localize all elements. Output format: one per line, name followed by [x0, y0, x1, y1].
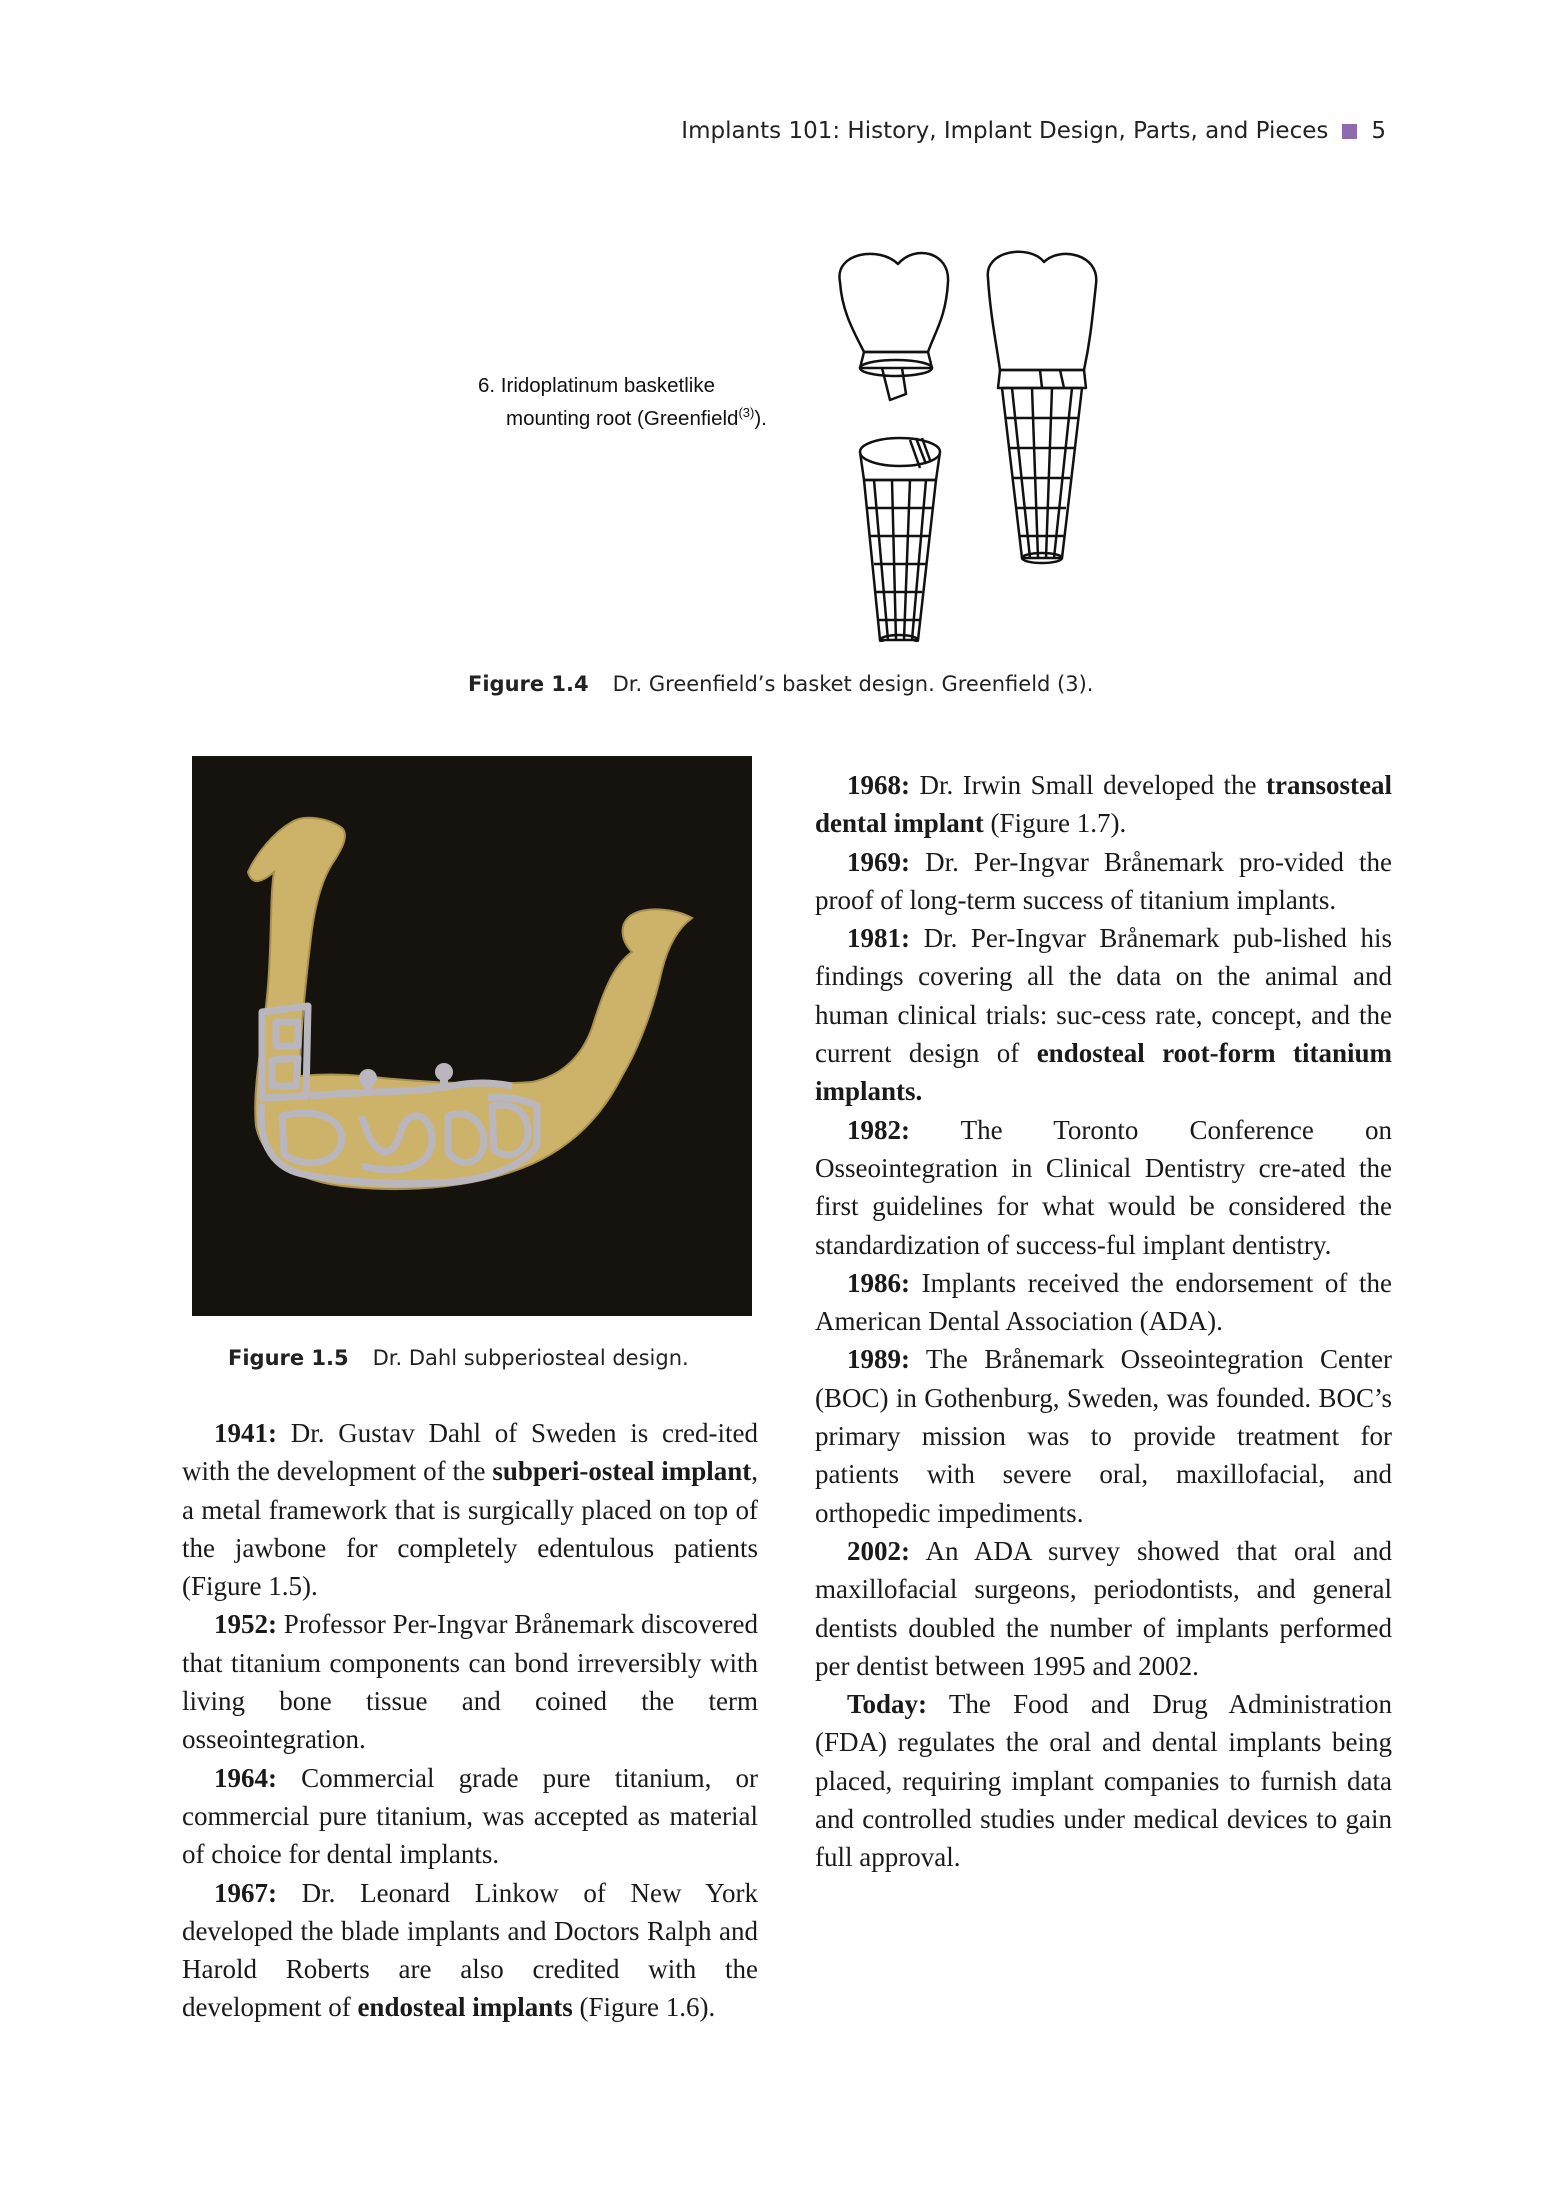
- left-column: [182, 1414, 758, 2027]
- paragraph-1989: [815, 1340, 1392, 1531]
- paragraph-text: (Figure 1.7).: [983, 808, 1127, 839]
- label-text: mounting root (Greenfield: [506, 406, 739, 430]
- figure-label-line-1: 6. Iridoplatinum basketlike: [478, 374, 716, 397]
- year-label: 1968:: [847, 770, 910, 800]
- year-label: 1989:: [847, 1344, 910, 1375]
- crown-right: [988, 252, 1097, 370]
- year-label: 1969:: [847, 846, 910, 877]
- paragraph-1941: [182, 1414, 758, 1605]
- paragraph-text: Dr. Irwin Small developed the: [910, 770, 1267, 800]
- label-end: ).: [754, 406, 767, 430]
- year-label: 1967:: [214, 1877, 277, 1908]
- figure-number: Figure 1.4: [468, 672, 589, 696]
- year-label: Today:: [847, 1689, 928, 1720]
- right-column: [815, 766, 1392, 1877]
- basket-left: [864, 480, 936, 640]
- year-label: 1952:: [214, 1609, 277, 1640]
- basket-implant-illustration: [820, 242, 1120, 642]
- caption-text: Dr. Greenfield’s basket design. Greenfield (3).: [612, 672, 1094, 696]
- paragraph-text: Dr. Per-Ingvar Brånemark pro-vided the proof of long-term success of titanium implants.: [815, 846, 1392, 915]
- paragraph-1964: [182, 1759, 758, 1874]
- square-bullet-icon: [1342, 124, 1357, 139]
- figure-1-4-caption: [468, 672, 1093, 696]
- paragraph-text: Dr. Per-Ingvar Brånemark pub-lished his findings covering all the data on the animal and human clinical trials: suc-cess rate, concept, and the current design of: [815, 923, 1392, 1069]
- running-head: [681, 118, 1386, 144]
- figure-1-4-label: [478, 372, 767, 432]
- paragraph-2002: [815, 1532, 1392, 1685]
- bold-term: transosteal dental implant: [815, 770, 1392, 839]
- label-superscript: (3): [738, 405, 755, 420]
- page-number: 5: [1371, 118, 1386, 144]
- paragraph-text: (Figure 1.6).: [572, 1992, 716, 2023]
- paragraph-1968: [815, 766, 1392, 843]
- paragraph-1967: [182, 1874, 758, 2027]
- paragraph-1982: [815, 1111, 1392, 1264]
- paragraph-text: The Toronto Conference on Osseointegration in Clinical Dentistry cre-ated the first guidelines for what would be considered the standardization of success-ful implant dentistry.: [815, 1114, 1392, 1260]
- paragraph-1986: [815, 1264, 1392, 1341]
- paragraph-text: , a metal framework that is surgically placed on top of the jawbone for completely edentulous patients (Figure 1.5).: [182, 1456, 758, 1602]
- crown-left: [839, 253, 948, 352]
- subperiosteal-implant-illustration: [192, 756, 752, 1316]
- bold-term: endosteal root-form titanium implants.: [815, 1038, 1392, 1107]
- paragraph-text: Dr. Gustav Dahl of Sweden is cred-ited with the development of the: [182, 1418, 758, 1487]
- bold-term: endosteal implants: [357, 1992, 573, 2023]
- paragraph-text: An ADA survey showed that oral and maxillofacial surgeons, periodontists, and general dentists doubled the number of implants performed per dentist between 1995 and 2002.: [815, 1535, 1392, 1681]
- paragraph-text: The Food and Drug Administration (FDA) regulates the oral and dental implants being placed, requiring implant companies to furnish data and controlled studies under medical devices to gain full approval.: [815, 1689, 1392, 1873]
- figure-1-5-caption: [228, 1346, 689, 1370]
- paragraph-today: [815, 1685, 1392, 1876]
- paragraph-1969: [815, 843, 1392, 920]
- year-label: 1981:: [847, 923, 910, 954]
- year-label: 1982:: [847, 1114, 910, 1145]
- running-title: Implants 101: History, Implant Design, Parts, and Pieces: [681, 118, 1329, 144]
- caption-text: Dr. Dahl subperiosteal design.: [372, 1346, 689, 1370]
- year-label: 1986:: [847, 1267, 910, 1298]
- figure-number: Figure 1.5: [228, 1346, 349, 1370]
- year-label: 1941:: [214, 1418, 277, 1448]
- year-label: 1964:: [214, 1762, 277, 1793]
- paragraph-1981: [815, 919, 1392, 1110]
- paragraph-text: Commercial grade pure titanium, or commercial pure titanium, was accepted as material of choice for dental implants.: [182, 1762, 758, 1870]
- paragraph-1952: [182, 1605, 758, 1758]
- paragraph-text: Dr. Leonard Linkow of New York developed the blade implants and Doctors Ralph and Harold Roberts are also credited with the development of: [182, 1877, 758, 2023]
- bold-term: subperi-osteal implant: [492, 1456, 752, 1487]
- year-label: 2002:: [847, 1535, 910, 1566]
- paragraph-text: The Brånemark Osseointegration Center (BOC) in Gothenburg, Sweden, was founded. BOC’s primary mission was to provide treatment for patients with severe oral, maxillofacial, and orthopedic impediments.: [815, 1344, 1392, 1528]
- paragraph-text: Professor Per-Ingvar Brånemark discovered that titanium components can bond irreversibly with living bone tissue and coined the term osseointegration.: [182, 1609, 758, 1755]
- figure-label-line-2: [478, 399, 767, 432]
- paragraph-text: Implants received the endorsement of the American Dental Association (ADA).: [815, 1267, 1392, 1337]
